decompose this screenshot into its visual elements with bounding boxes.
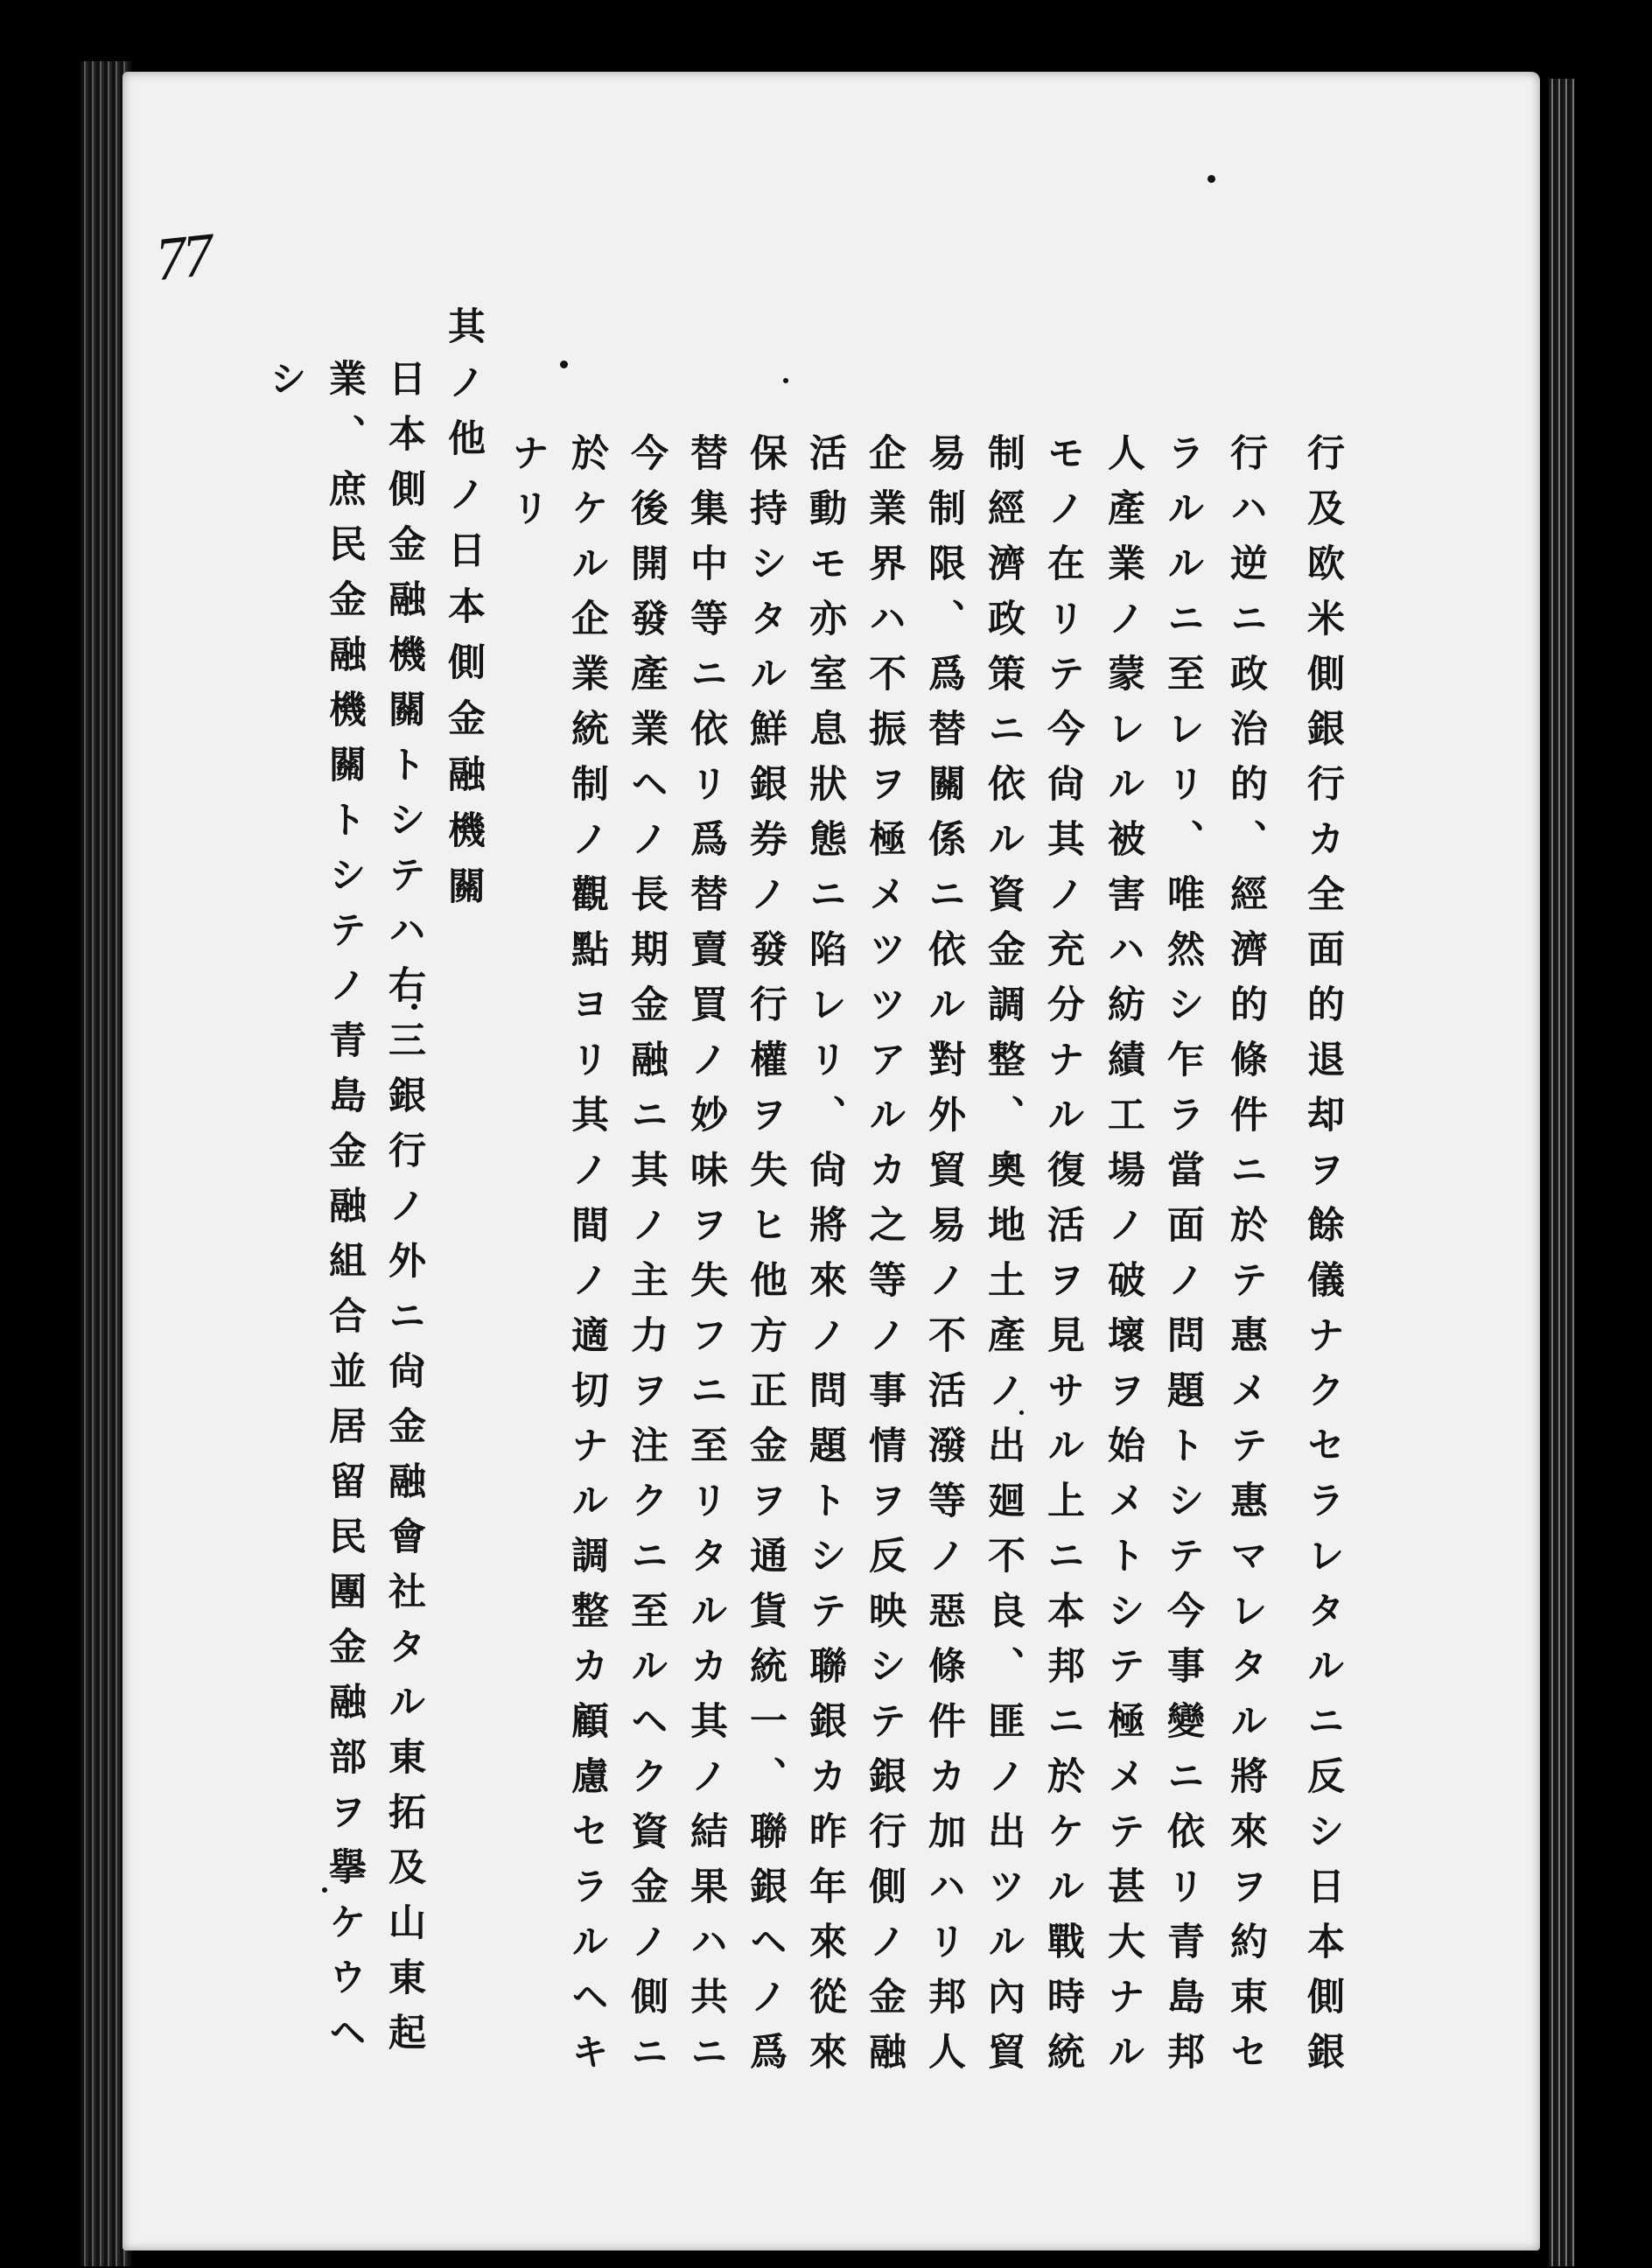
text-column-11: 替集中等ニ依リ爲替賣買ノ妙味ヲ失フニ至リタルカ其ノ結果ハ共ニ [684, 433, 728, 2087]
text-column-9: 活動モ亦室息狀態ニ陷レリ、尙將來ノ問題トシテ聯銀カ昨年來從來 [803, 433, 847, 2087]
ink-speck [783, 378, 788, 383]
text-column-17: シ [263, 359, 307, 414]
text-column-8: 企業界ハ不振ヲ極メツツアルカ之等ノ事情ヲ反映シテ銀行側ノ金融 [863, 433, 906, 2087]
text-column-5: モノ在リテ今尙其ノ充分ナル復活ヲ見サル上ニ本邦ニ於ケル戰時統 [1041, 433, 1085, 2087]
text-column-4: 人產業ノ蒙レル被害ハ紡績工場ノ破壞ヲ始メトシテ極メテ甚大ナル [1102, 433, 1145, 2087]
text-column-16: 業、庶民金融機關トシテノ青島金融組合並居留民團金融部ヲ擧ケウヘ [323, 359, 367, 2068]
text-column-3: ラルルニ至レリ、唯然シ乍ラ當面ノ問題トシテ今事變ニ依リ青島邦 [1161, 433, 1205, 2087]
text-column-12: 今後開發產業ヘノ長期金融ニ其ノ主力ヲ注クニ至ルヘク資金ノ側ニ [625, 433, 668, 2087]
text-column-2: 行ハ逆ニ政治的、經濟的條件ニ於テ惠メテ惠マレタル將來ヲ約束セ [1224, 433, 1268, 2087]
ink-speck [1208, 175, 1215, 183]
page-number: 77 [152, 220, 214, 295]
text-column-13: 於ケル企業統制ノ觀點ヨリ其ノ間ノ適切ナル調整カ顧慮セラルヘキ [565, 433, 609, 2087]
text-column-7: 易制限、爲替關係ニ依ル對外貿易ノ不活潑等ノ惡條件カ加ハリ邦人 [922, 433, 966, 2087]
text-column-6: 制經濟政策ニ依ル資金調整、奧地土產ノ出廻不良、匪ノ出ツル內貿 [982, 433, 1026, 2087]
text-column-1: 行及欧米側銀行カ全面的退却ヲ餘儀ナクセラレタルニ反シ日本側銀 [1301, 433, 1345, 2087]
text-column-10: 保持シタル鮮銀券ノ發行權ヲ失ヒ他方正金ヲ通貨統一、聯銀ヘノ爲 [744, 433, 788, 2087]
section-heading: 其ノ他ノ日本側金融機關 [442, 306, 486, 922]
book-right-edge [1549, 79, 1575, 2266]
text-column-14: ナリ [506, 433, 550, 543]
text-column-15: 日本側金融機關トシテハ右三銀行ノ外ニ尙金融會社タル東拓及山東起 [382, 359, 426, 2068]
ink-speck [560, 360, 568, 368]
